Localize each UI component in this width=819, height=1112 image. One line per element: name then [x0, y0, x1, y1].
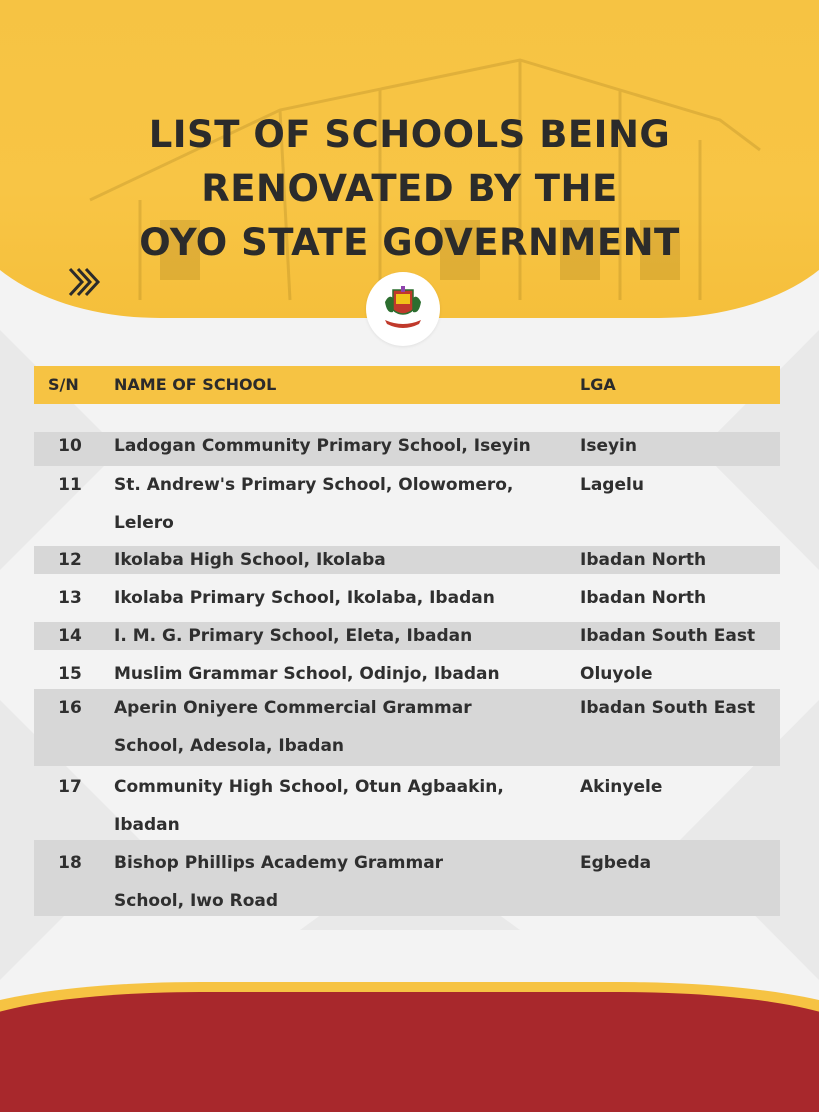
cell-lga: Ibadan South East	[580, 626, 756, 646]
cell-lga: Akinyele	[580, 777, 663, 797]
cell-lga: Ibadan North	[580, 550, 707, 570]
cell-school-name	[114, 768, 569, 844]
page-title	[0, 108, 819, 270]
cell-lga: Iseyin	[580, 436, 637, 456]
school-name-line: School, Adesola, Ibadan	[114, 736, 345, 756]
cell-school-name	[114, 844, 569, 920]
school-name-line: Bishop Phillips Academy Grammar	[114, 853, 444, 873]
cell-sn: 17	[58, 777, 82, 797]
cell-school-name: Muslim Grammar School, Odinjo, Ibadan	[114, 664, 500, 684]
oyo-state-logo	[366, 272, 440, 346]
cell-school-name	[114, 689, 569, 765]
cell-lga: Lagelu	[580, 475, 644, 495]
coat-of-arms-icon	[381, 284, 425, 334]
school-name-line: St. Andrew's Primary School, Olowomero,	[114, 475, 514, 495]
table-row	[34, 466, 780, 542]
table-row	[34, 655, 780, 689]
cell-lga: Egbeda	[580, 853, 652, 873]
school-name-line: School, Iwo Road	[114, 891, 279, 911]
table-header	[34, 366, 780, 404]
title-line-2: RENOVATED BY THE	[201, 167, 618, 210]
table-row	[34, 840, 780, 916]
table-row	[34, 546, 780, 574]
title-line-3: OYO STATE GOVERNMENT	[139, 221, 680, 264]
cell-sn: 13	[58, 588, 82, 608]
cell-sn: 15	[58, 664, 82, 684]
cell-school-name	[114, 466, 569, 542]
table-row	[34, 579, 780, 617]
cell-school-name: Ladogan Community Primary School, Iseyin	[114, 436, 531, 456]
cell-sn: 14	[58, 626, 82, 646]
table-row	[34, 768, 780, 840]
footer-red-band	[0, 992, 819, 1112]
cell-sn: 12	[58, 550, 82, 570]
cell-sn: 18	[58, 853, 82, 873]
table-row	[34, 622, 780, 650]
cell-sn: 16	[58, 698, 82, 718]
column-header-sn: S/N	[48, 375, 79, 394]
school-name-line: Lelero	[114, 513, 174, 533]
cell-lga: Oluyole	[580, 664, 653, 684]
cell-school-name: Ikolaba High School, Ikolaba	[114, 550, 386, 570]
cell-lga: Ibadan South East	[580, 698, 756, 718]
school-name-line: Aperin Oniyere Commercial Grammar	[114, 698, 472, 718]
cell-school-name: I. M. G. Primary School, Eleta, Ibadan	[114, 626, 473, 646]
school-name-line: Community High School, Otun Agbaakin,	[114, 777, 504, 797]
school-name-line: Ibadan	[114, 815, 180, 835]
cell-lga: Ibadan North	[580, 588, 707, 608]
title-line-1: LIST OF SCHOOLS BEING	[148, 113, 671, 156]
table-row	[34, 432, 780, 466]
column-header-lga: LGA	[580, 375, 616, 394]
cell-sn: 11	[58, 475, 82, 495]
cell-sn: 10	[58, 436, 82, 456]
column-header-school: NAME OF SCHOOL	[114, 375, 277, 394]
cell-school-name: Ikolaba Primary School, Ikolaba, Ibadan	[114, 588, 495, 608]
double-chevron-right-icon	[67, 266, 107, 298]
table-row	[34, 689, 780, 766]
